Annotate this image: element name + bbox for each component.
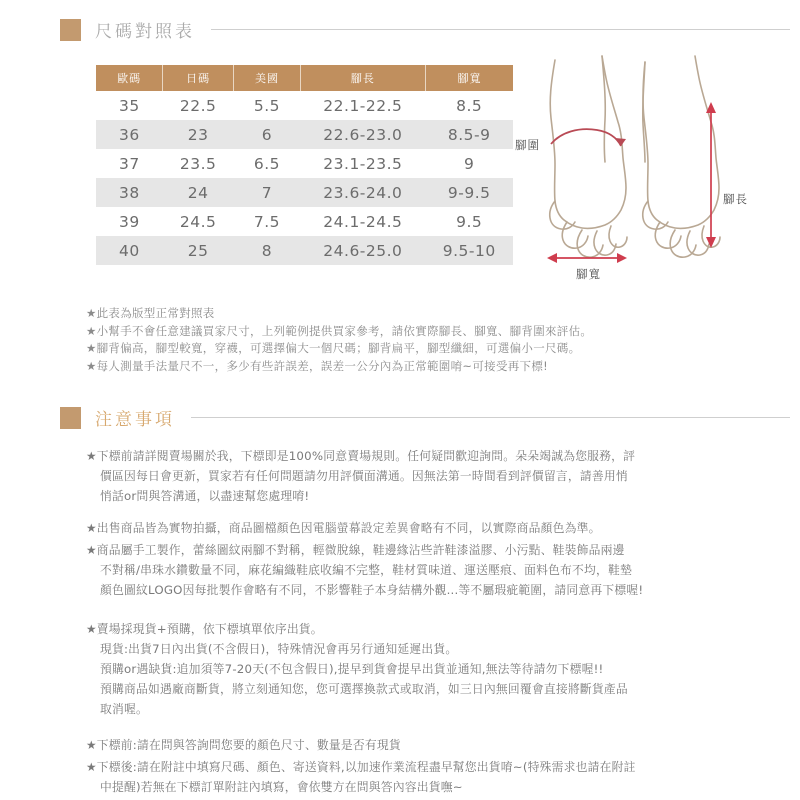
cell-width: 8.5-9 xyxy=(447,125,491,144)
cell-us: 5.5 xyxy=(253,96,281,115)
notice-line: ★下標前請詳閱賣場關於我，下標即是100%同意賣場規則。任何疑問歡迎詢問。朵朵竭誠為您服務，評 xyxy=(86,449,636,463)
cell-width: 8.5 xyxy=(456,96,483,115)
cell-width: 9 xyxy=(464,154,475,173)
cell-length: 23.1-23.5 xyxy=(323,154,403,173)
notice-item xyxy=(86,735,792,755)
cell-width: 9-9.5 xyxy=(447,183,491,202)
cell-us: 6.5 xyxy=(253,154,281,173)
size-note: ★小幫手不會任意建議買家尺寸，上列範例提供買家參考，請依實際腳長、腳寬、腳背圍來評估。 xyxy=(86,323,593,338)
cell-width: 9.5-10 xyxy=(442,241,496,260)
table-body xyxy=(96,91,513,265)
size-notes-list xyxy=(86,305,786,375)
cell-jp: 25 xyxy=(187,241,209,260)
cell-eu: 38 xyxy=(118,183,140,202)
cell-jp: 24 xyxy=(187,183,209,202)
column-header-width: 腳寬 xyxy=(425,65,513,91)
label-foot-girth: 腳圍 xyxy=(515,138,540,152)
notice-item xyxy=(86,619,792,719)
cell-eu: 39 xyxy=(118,212,140,231)
notice-line: 預購商品如遇廠商斷貨，將立刻通知您，您可選擇換款式或取消，如三日內無回覆會直接將斷貨產品 xyxy=(100,682,628,696)
size-conversion-table xyxy=(96,65,513,265)
notice-content xyxy=(86,446,792,799)
cell-us: 7.5 xyxy=(253,212,281,231)
cell-length: 22.1-22.5 xyxy=(323,96,403,115)
notice-line: ★下標後:請在附註中填寫尺碼、顏色、寄送資料,以加速作業流程盡早幫您出貨唷~(特殊需求也請在附註 xyxy=(86,760,636,774)
notice-line: 取消喔。 xyxy=(100,702,148,716)
heading-divider xyxy=(211,29,790,30)
label-foot-length: 腳長 xyxy=(723,192,748,206)
spacer xyxy=(86,721,792,735)
notice-line: 價區因每日會更新，買家若有任何問題請勿用評價面溝通。因無法第一時間看到評價留言，請善用悄 xyxy=(100,469,628,483)
table-row xyxy=(96,91,513,120)
cell-eu: 35 xyxy=(118,96,140,115)
spacer xyxy=(86,508,792,518)
cell-eu: 37 xyxy=(118,154,140,173)
spacer xyxy=(86,602,792,619)
feet-illustration-icon xyxy=(505,38,800,300)
size-note: ★此表為版型正常對照表 xyxy=(86,306,215,320)
label-foot-width: 腳寬 xyxy=(576,267,601,281)
size-chart-title: 尺碼對照表 xyxy=(95,22,195,42)
notice-item xyxy=(86,757,792,797)
girth-arrow-head xyxy=(615,138,626,146)
notice-line: 現貨:出貨7日內出貨(不含假日)，特殊情況會再另行通知延遲出貨。 xyxy=(100,642,458,656)
column-header-jp: 日碼 xyxy=(163,65,234,91)
table-head xyxy=(96,65,513,91)
table-row xyxy=(96,236,513,265)
square-marker-icon xyxy=(60,407,81,429)
column-header-us: 美國 xyxy=(234,65,301,91)
notice-line: ★賣場採現貨+預購，依下標填單依序出貨。 xyxy=(86,622,323,636)
cell-width: 9.5 xyxy=(456,212,483,231)
cell-length: 22.6-23.0 xyxy=(323,125,403,144)
cell-length: 23.6-24.0 xyxy=(323,183,403,202)
size-note: ★每人測量手法量尺不一，多少有些許誤差，誤差一公分內為正常範圍唷~可接受再下標! xyxy=(86,358,549,373)
notice-line: 預購or遇缺貨:追加須等7-20天(不包含假日),提早到貨會提早出貨並通知,無法等待請勿下標喔!! xyxy=(100,662,604,676)
notice-line: 中提醒)若無在下標訂單附註內填寫，會依雙方在問與答內容出貨嘸~ xyxy=(100,780,463,794)
foot-measurement-diagram xyxy=(505,38,800,300)
notice-line: ★下標前:請在問與答詢問您要的顏色尺寸、數量是否有現貨 xyxy=(86,738,401,752)
table-header-row xyxy=(96,65,513,91)
notice-line: 悄話or問與答溝通，以盡速幫您處理唷! xyxy=(100,489,310,503)
cell-jp: 23.5 xyxy=(179,154,217,173)
cell-jp: 23 xyxy=(187,125,209,144)
size-note: ★腳背偏高，腳型較寬，穿襪，可選擇偏大一個尺碼；腳背扁平，腳型纖細，可選偏小一尺碼。 xyxy=(86,341,581,355)
heading-divider xyxy=(191,417,790,418)
notice-item xyxy=(86,540,792,600)
cell-eu: 40 xyxy=(118,241,140,260)
notice-section-header xyxy=(60,405,796,430)
cell-eu: 36 xyxy=(118,125,140,144)
notice-item xyxy=(86,518,792,538)
notice-line: ★出售商品皆為實物拍攝，商品圖檔顏色因電腦螢幕設定差異會略有不同，以實際商品顏色為準。 xyxy=(86,521,601,535)
column-header-length: 腳長 xyxy=(300,65,425,91)
table-row xyxy=(96,149,513,178)
notice-title: 注意事項 xyxy=(95,410,175,430)
notice-item xyxy=(86,446,792,506)
notice-line: 不對稱/串珠水鑽數量不同，麻花編織鞋底收編不完整，鞋材質味道、運送壓痕、面料色布不均，鞋墊 xyxy=(100,563,633,577)
notice-line: ★商品屬手工製作，蕾絲圖紋兩腳不對稱，輕微脫線，鞋邊緣沾些許鞋漆溢膠、小污點、鞋裝飾品兩邊 xyxy=(86,543,625,557)
cell-us: 8 xyxy=(261,241,273,260)
table-row xyxy=(96,207,513,236)
cell-length: 24.1-24.5 xyxy=(323,212,403,231)
cell-us: 6 xyxy=(261,125,273,144)
column-header-eu: 歐碼 xyxy=(96,65,163,91)
square-marker-icon xyxy=(60,19,81,41)
table-row xyxy=(96,120,513,149)
cell-us: 7 xyxy=(261,183,273,202)
notice-line: 顏色圖紋LOGO因每批製作會略有不同，不影響鞋子本身結構外觀...等不屬瑕疵範圍，請同意再下標喔! xyxy=(100,583,644,597)
girth-arc xyxy=(551,129,621,146)
table-row xyxy=(96,178,513,207)
cell-jp: 22.5 xyxy=(179,96,217,115)
cell-jp: 24.5 xyxy=(179,212,217,231)
cell-length: 24.6-25.0 xyxy=(323,241,403,260)
